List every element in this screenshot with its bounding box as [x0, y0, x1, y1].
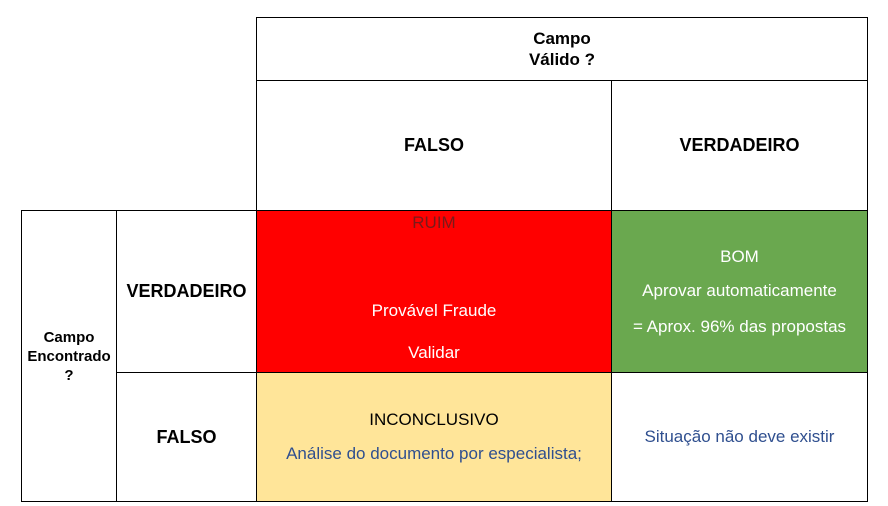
column-header-falso [256, 80, 612, 211]
campo-valido-line2: Válido ? [528, 50, 596, 69]
inconclusivo-title: INCONCLUSIVO [369, 410, 499, 429]
cell-situacao [611, 372, 868, 502]
cell-inconclusivo [256, 372, 612, 502]
campo-encontrado-line1: Campo [43, 328, 95, 346]
ruim-provavel-fraude: Provável Fraude [371, 301, 497, 320]
campo-encontrado-header [21, 210, 117, 502]
column-falso-label: FALSO [403, 135, 464, 155]
row-header-verdadeiro [116, 210, 257, 373]
campo-valido-line1: Campo [533, 29, 591, 48]
bom-aprox: = Aprox. 96% das propostas [632, 316, 847, 336]
bom-title: BOM [720, 246, 759, 266]
column-header-verdadeiro [611, 80, 868, 211]
row-falso-label: FALSO [156, 426, 217, 447]
cell-ruim [256, 210, 612, 373]
column-verdadeiro-label: VERDADEIRO [679, 135, 800, 155]
campo-valido-header [256, 17, 868, 81]
row-verdadeiro-label: VERDADEIRO [126, 281, 247, 301]
row-header-falso [116, 372, 257, 502]
situacao-text: Situação não deve existir [644, 427, 835, 446]
inconclusivo-analise: Análise do documento por especialista; [286, 444, 582, 463]
campo-encontrado-line3: ? [64, 366, 74, 384]
cell-bom [611, 210, 868, 373]
ruim-validar: Validar [408, 343, 460, 362]
campo-encontrado-line2: Encontrado [27, 347, 111, 365]
bom-aprovar: Aprovar automaticamente [642, 280, 837, 300]
ruim-title: RUIM [412, 213, 456, 232]
